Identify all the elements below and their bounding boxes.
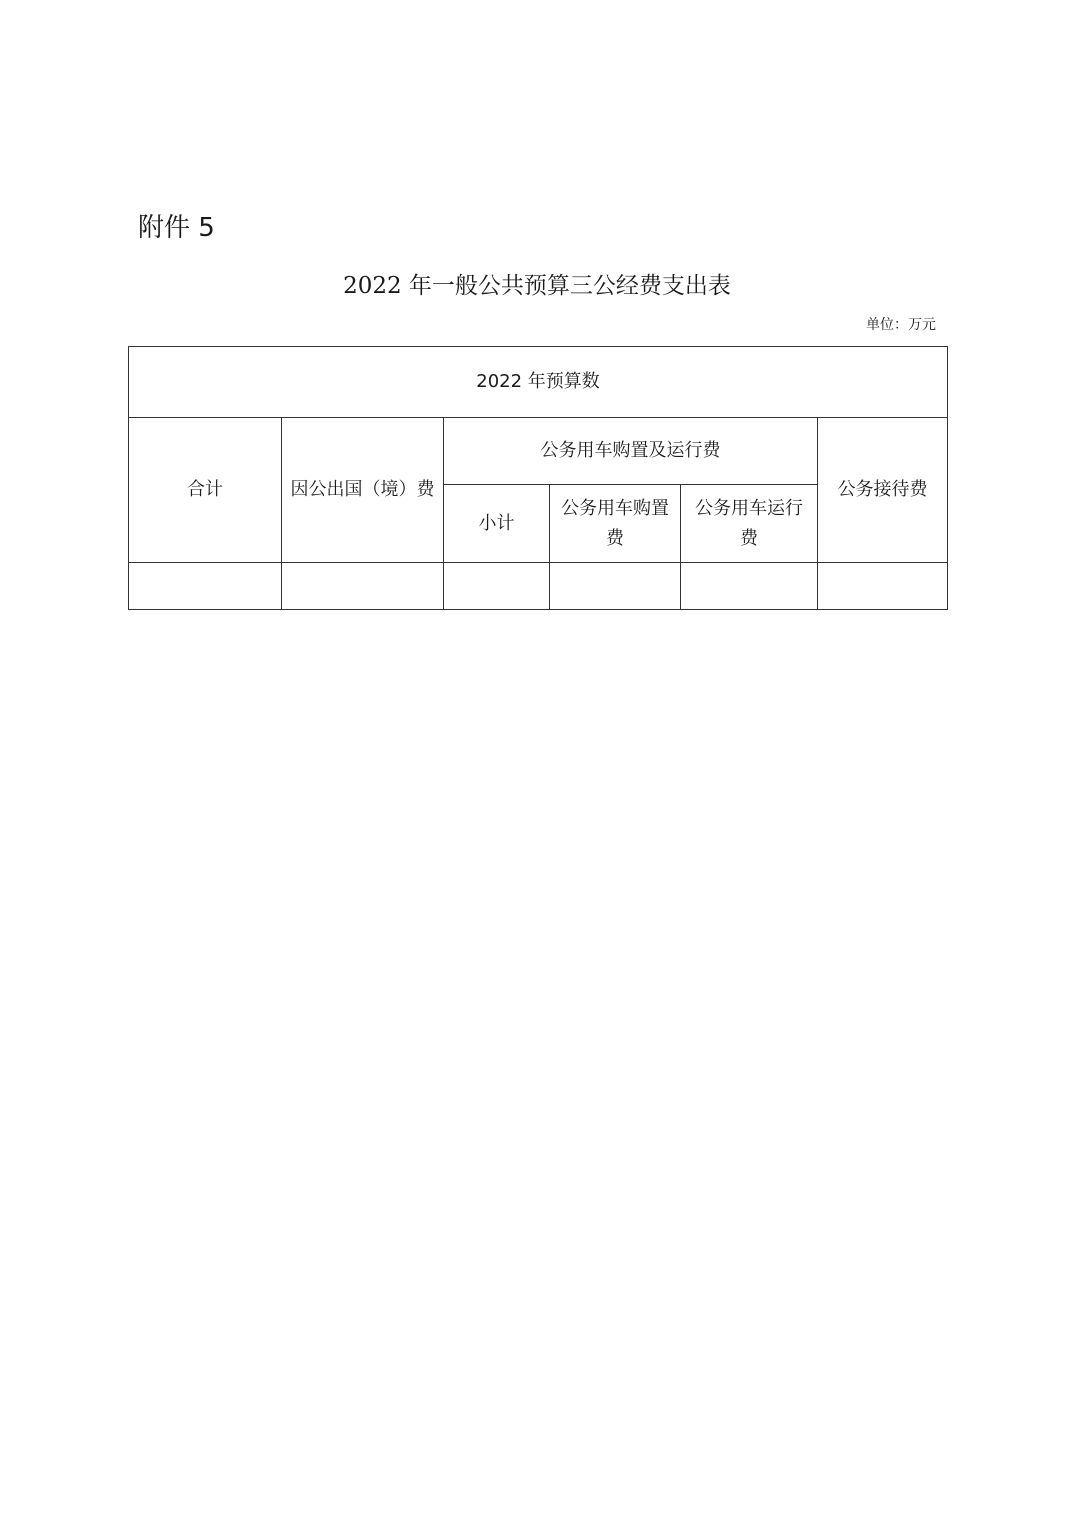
table-header-row — [129, 347, 948, 418]
vehicle-purchase-header: 公务用车购置费 — [550, 485, 681, 563]
page-title: 2022 年一般公共预算三公经费支出表 — [343, 273, 731, 299]
vehicle-purchase-value-cell — [550, 563, 681, 610]
unit-label: 单位：万元 — [866, 317, 936, 333]
abroad-value-cell — [282, 563, 444, 610]
vehicle-operation-value-cell — [681, 563, 818, 610]
reception-expense-header: 公务接待费 — [818, 418, 948, 563]
abroad-expense-header: 因公出国（境）费 — [282, 418, 444, 563]
attachment-label: 附件 5 — [138, 213, 215, 243]
total-header: 合计 — [129, 418, 282, 563]
vehicle-expense-group-header: 公务用车购置及运行费 — [444, 418, 818, 485]
budget-table — [128, 346, 948, 610]
budget-year-header: 2022 年预算数 — [129, 347, 948, 418]
total-value-cell — [129, 563, 282, 610]
subtotal-value-cell — [444, 563, 550, 610]
subtotal-header: 小计 — [444, 485, 550, 563]
table-row — [129, 563, 948, 610]
vehicle-operation-header: 公务用车运行费 — [681, 485, 818, 563]
table-header-row — [129, 418, 948, 485]
reception-value-cell — [818, 563, 948, 610]
